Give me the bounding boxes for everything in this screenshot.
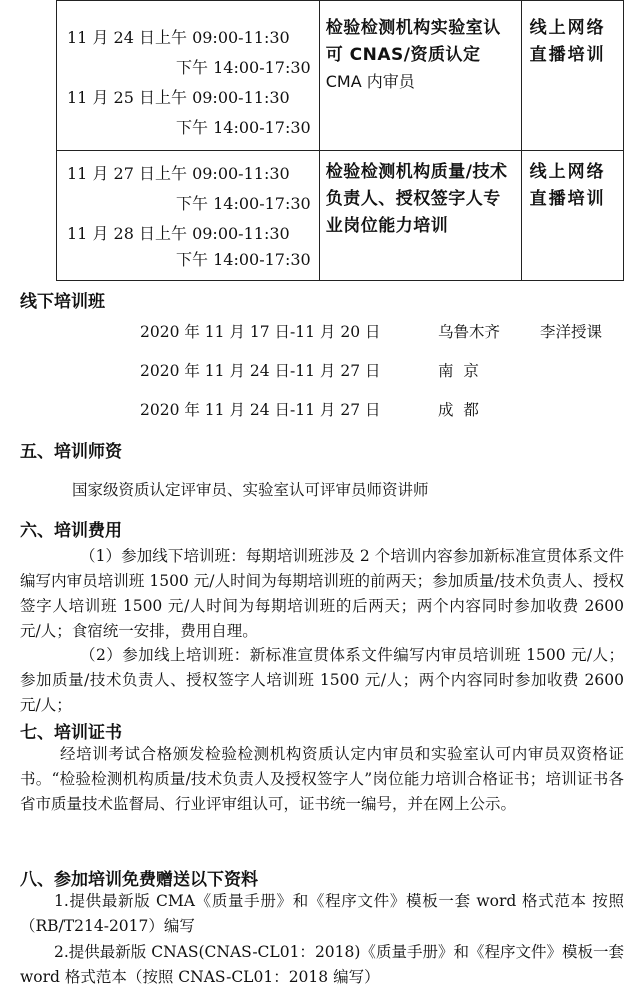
time-pm: 下午 14:00-17:30 (176, 250, 311, 269)
section-6-heading: 六、培训费用 (20, 521, 122, 541)
time-am: 11 月 27 日上午 09:00-11:30 (67, 164, 290, 183)
offline-heading: 线下培训班 (20, 292, 105, 312)
section-7-paragraph: 经培训考试合格颁发检验检测机构资质认定内审员和实验室认可内审员双资格证书。“检验检测机构质量/技术负责人及授权签字人”岗位能力培训合格证书；培训证书各省市质量技术监督局、行业评审组认可，证书统一编号，并在网上公示。 (20, 745, 624, 813)
offline-city-1: 乌鲁木齐 (438, 323, 501, 341)
section-8-item-1: 1.提供最新版 CMA《质量手册》和《程序文件》模板一套 word 格式范本 按照（RB/T214-2017）编写 (20, 892, 624, 935)
content-text: 检验检测机构实验室认可 CNAS/资质认定 (325, 18, 501, 65)
offline-teacher-1: 李洋授课 (540, 323, 603, 341)
time-am: 11 月 24 日上午 09:00-11:30 (67, 28, 290, 47)
section-8-heading: 八、参加培训免费赠送以下资料 (20, 870, 258, 890)
offline-date-2: 2020 年 11 月 24 日-11 月 27 日 (140, 362, 381, 380)
section-5-heading: 五、培训师资 (20, 442, 122, 462)
time-pm: 下午 14:00-17:30 (176, 118, 311, 137)
mode-text: 线上网络直播培训 (529, 18, 606, 65)
time-cell (57, 151, 320, 281)
section-5-text: 国家级资质认定评审员、实验室认可评审员师资讲师 (72, 481, 429, 499)
offline-date-3: 2020 年 11 月 24 日-11 月 27 日 (140, 401, 381, 419)
offline-city-2: 南 京 (438, 362, 479, 380)
time-pm: 下午 14:00-17:30 (176, 58, 311, 77)
mode-cell (521, 151, 623, 281)
schedule-table (56, 0, 624, 281)
time-am: 11 月 25 日上午 09:00-11:30 (67, 88, 290, 107)
content-text-2: CMA 内审员 (325, 72, 415, 91)
content-cell (319, 151, 521, 281)
section-6-paragraph-2: （2）参加线上培训班：新标准宣贯体系文件编写内审员培训班 1500 元/人；参加质量/技术负责人、授权签字人培训班 1500 元/人；两个内容同时参加收费 2600 元/人； (20, 646, 624, 714)
content-cell (319, 1, 521, 151)
table-row (57, 151, 624, 281)
time-am: 11 月 28 日上午 09:00-11:30 (67, 224, 290, 243)
offline-date-1: 2020 年 11 月 17 日-11 月 20 日 (140, 323, 381, 341)
section-6-paragraph-1: （1）参加线下培训班：每期培训班涉及 2 个培训内容参加新标准宣贯体系文件编写内审员培训班 1500 元/人时间为每期培训班的前两天；参加质量/技术负责人、授权签字人培训班 1500 元/人时间为每期培训班的后两天；两个内容同时参加收费 2600 元/人；食宿统一安排，费用自理。 (20, 547, 624, 640)
section-7-heading: 七、培训证书 (20, 723, 122, 743)
content-text: 检验检测机构质量/技术负责人、授权签字人专业岗位能力培训 (325, 162, 508, 236)
time-pm: 下午 14:00-17:30 (176, 194, 311, 213)
mode-cell (521, 1, 623, 151)
time-cell (57, 1, 320, 151)
offline-city-3: 成 都 (438, 401, 479, 419)
mode-text: 线上网络直播培训 (529, 162, 606, 209)
section-8-item-2: 2.提供最新版 CNAS(CNAS-CL01：2018)《质量手册》和《程序文件》模板一套 word 格式范本（按照 CNAS-CL01：2018 编写） (20, 943, 624, 986)
table-row (57, 1, 624, 151)
